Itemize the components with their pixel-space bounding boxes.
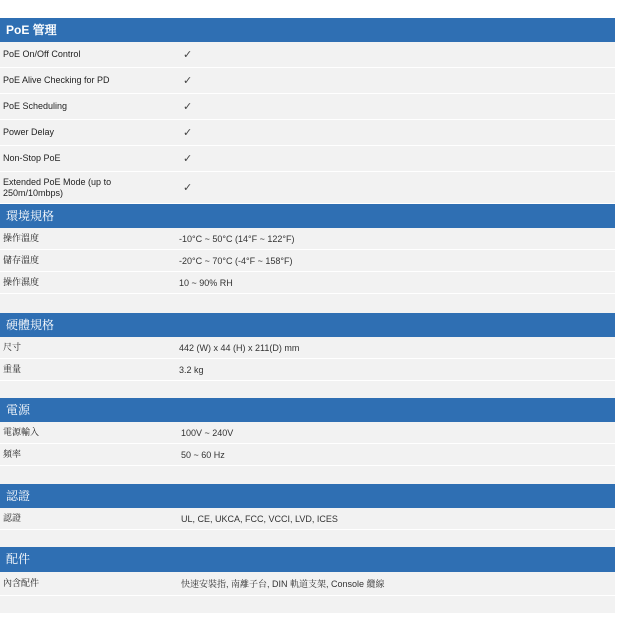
spec-row bbox=[0, 94, 615, 120]
spec-row-empty bbox=[0, 466, 615, 486]
spec-value: -20°C ~ 70°C (-4°F ~ 158°F) bbox=[179, 255, 293, 266]
spec-row bbox=[0, 272, 615, 294]
spec-label: PoE On/Off Control bbox=[3, 49, 81, 59]
spec-label: 尺寸 bbox=[3, 342, 22, 352]
spec-label: Extended PoE Mode (up to 250m/10mbps) bbox=[3, 176, 112, 198]
spec-row bbox=[0, 444, 615, 466]
spec-value: 442 (W) x 44 (H) x 211(D) mm bbox=[179, 342, 300, 353]
power-section bbox=[0, 398, 615, 486]
spec-label: Non-Stop PoE bbox=[3, 153, 61, 163]
spec-value: 10 ~ 90% RH bbox=[179, 277, 233, 288]
certification-section bbox=[0, 484, 615, 548]
spec-value: 50 ~ 60 Hz bbox=[181, 449, 225, 460]
section-header-certification: 認證 bbox=[0, 484, 615, 508]
spec-value: UL, CE, UKCA, FCC, VCCI, LVD, ICES bbox=[181, 513, 338, 524]
spec-row bbox=[0, 337, 615, 359]
section-header-accessories: 配件 bbox=[0, 547, 615, 572]
checkmark-icon: ✓ bbox=[183, 127, 193, 139]
spec-row bbox=[0, 42, 615, 68]
spec-label: PoE Scheduling bbox=[3, 101, 68, 111]
spec-label: 認證 bbox=[3, 513, 22, 523]
spec-row bbox=[0, 508, 615, 530]
spec-row bbox=[0, 68, 615, 94]
section-header-power: 電源 bbox=[0, 398, 615, 422]
spec-row bbox=[0, 422, 615, 444]
environment-section bbox=[0, 204, 615, 316]
spec-label: 操作溫度 bbox=[3, 233, 40, 243]
spec-value: -10°C ~ 50°C (14°F ~ 122°F) bbox=[179, 233, 295, 244]
spec-value: 100V ~ 240V bbox=[181, 427, 234, 438]
checkmark-icon: ✓ bbox=[183, 75, 193, 87]
checkmark-icon: ✓ bbox=[183, 182, 193, 194]
spec-label: 操作濕度 bbox=[3, 277, 40, 287]
section-header-environment: 環境規格 bbox=[0, 204, 615, 228]
spec-label: 頻率 bbox=[3, 449, 22, 459]
spec-row bbox=[0, 250, 615, 272]
spec-label: 重量 bbox=[3, 364, 22, 374]
section-header-hardware: 硬體規格 bbox=[0, 313, 615, 337]
spec-label: PoE Alive Checking for PD bbox=[3, 75, 110, 85]
spec-row bbox=[0, 572, 615, 596]
spec-row bbox=[0, 228, 615, 250]
spec-value: 3.2 kg bbox=[179, 364, 204, 375]
spec-row bbox=[0, 172, 615, 204]
spec-label: 電源輸入 bbox=[3, 427, 40, 437]
spec-row-empty bbox=[0, 596, 615, 614]
spec-row bbox=[0, 146, 615, 172]
poe-management-section bbox=[0, 18, 615, 204]
section-header-poe: PoE 管理 bbox=[0, 18, 615, 42]
checkmark-icon: ✓ bbox=[183, 49, 193, 61]
spec-row bbox=[0, 120, 615, 146]
accessories-section bbox=[0, 547, 615, 614]
spec-label: 儲存溫度 bbox=[3, 255, 40, 265]
checkmark-icon: ✓ bbox=[183, 101, 193, 113]
checkmark-icon: ✓ bbox=[183, 153, 193, 165]
spec-label: Power Delay bbox=[3, 127, 55, 137]
hardware-section bbox=[0, 313, 615, 403]
spec-row-empty bbox=[0, 530, 615, 548]
spec-value: 快速安裝指, 南離子台, DIN 軌道支架, Console 纜線 bbox=[181, 579, 385, 589]
spec-row bbox=[0, 359, 615, 381]
spec-label: 內含配件 bbox=[3, 578, 40, 588]
